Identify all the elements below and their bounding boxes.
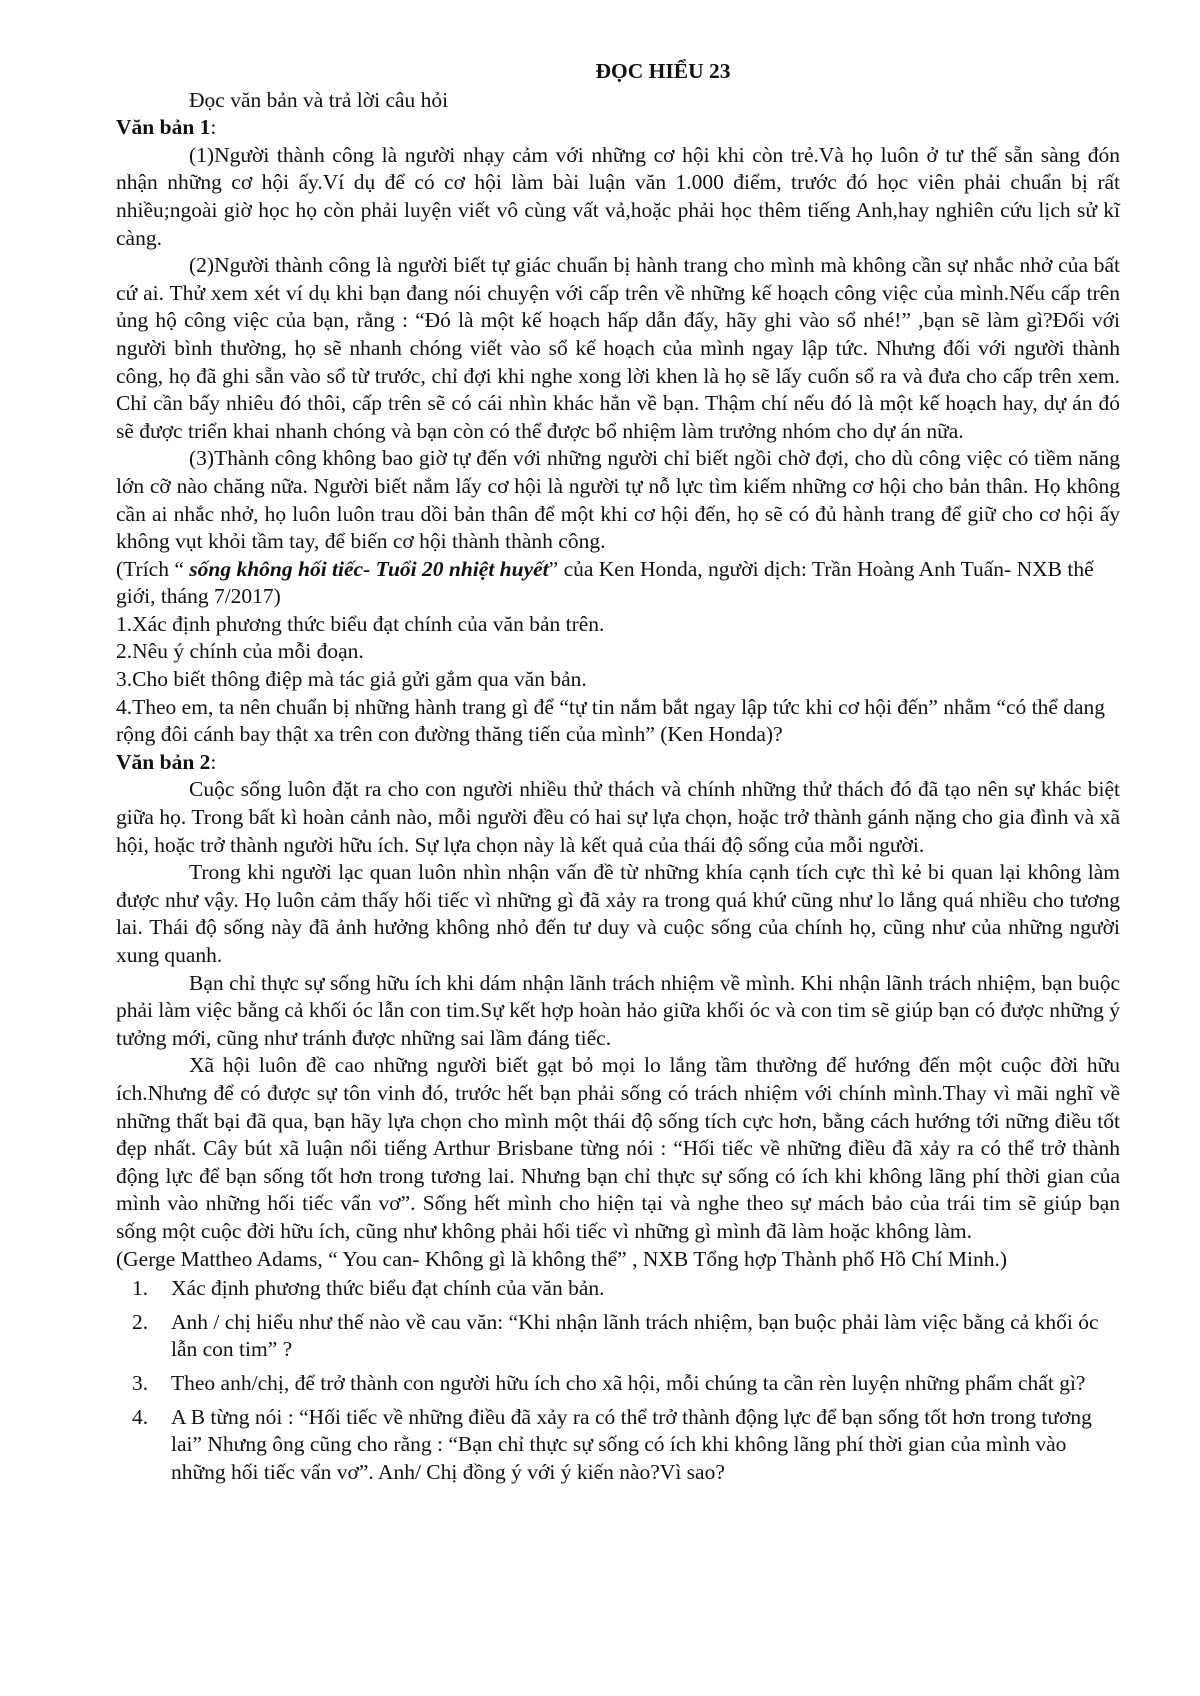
text2-question-2 [132, 1309, 1120, 1364]
text1-source [116, 556, 1120, 611]
question-text: A B từng nói : “Hối tiếc về những điều đã xảy ra có thể trở thành động lực để bạn sống tốt hơn trong tương lai” Nhưng ông cũng cho rằng : “Bạn chỉ thực sự sống có ích khi không lãng phí thời gian của mình vào những hối tiếc vẩn vơ”. Anh/ Chị đồng ý với ý kiến nào?Vì sao? [171, 1404, 1092, 1484]
text1-source-prefix: (Trích “ [116, 556, 190, 581]
text1-question-3: 3.Cho biết thông điệp mà tác giả gửi gắm qua văn bản. [116, 667, 587, 692]
text2-question-1 [132, 1275, 1120, 1303]
text1-heading-colon: : [210, 115, 217, 140]
text2-paragraph-3: Bạn chỉ thực sự sống hữu ích khi dám nhận lãnh trách nhiệm về mình. Khi nhận lãnh trách nhiệm, bạn buộc phải làm việc bằng cả khối óc lẫn con tim.Sự kết hợp hoàn hảo giữa khối óc và con tim sẽ giúp bạn có được những ý tưởng mới, cũng như tránh được những sai lầm đáng tiếc. [116, 970, 1120, 1050]
text1-paragraph-2: (2)Người thành công là người biết tự giác chuẩn bị hành trang cho mình mà không cần sự nhắc nhở của bất cứ ai. Thử xem xét ví dụ khi bạn đang nói chuyện với cấp trên về những kế hoạch công việc của mình.Nếu cấp trên ủng hộ công việc của bạn, rằng : “Đó là một kế hoạch hấp dẫn đấy, hãy ghi vào sổ nhé!” ,bạn sẽ làm gì?Đối với người bình thường, họ sẽ nhanh chóng viết vào sổ kế hoạch của mình ngay lập tức. Nhưng đối với người thành công, họ đã ghi sẵn vào sổ từ trước, chỉ đợi khi nghe xong lời khen là họ sẽ lấy cuốn sổ ra và đưa cho cấp trên xem. Chỉ cần bấy nhiêu đó thôi, cấp trên sẽ có cái nhìn khác hẳn về bạn. Thậm chí nếu đó là một kế hoạch hay, dự án đó sẽ được triển khai nhanh chóng và bạn còn có thể được bổ nhiệm làm trưởng nhóm cho dự án nữa. [116, 253, 1120, 443]
text1-question-1: 1.Xác định phương thức biểu đạt chính của văn bản trên. [116, 611, 605, 636]
text2-paragraph-1: Cuộc sống luôn đặt ra cho con người nhiều thử thách và chính những thử thách đó đã tạo nên sự khác biệt giữa họ. Trong bất kì hoàn cảnh nào, mỗi người đều có hai sự lựa chọn, hoặc trở thành gánh nặng cho gia đình và xã hội, hoặc trở thành người hữu ích. Sự lựa chọn này là kết quả của thái độ sống của mỗi người. [116, 777, 1120, 857]
text2-source: (Gerge Mattheo Adams, “ You can- Không gì là không thể” , NXB Tổng hợp Thành phố Hồ Chí Minh.) [116, 1246, 1007, 1271]
instruction-line: Đọc văn bản và trả lời câu hỏi [189, 87, 449, 112]
text2-paragraph-2: Trong khi người lạc quan luôn nhìn nhận vấn đề từ những khía cạnh tích cực thì kẻ bi quan lại không làm được như vậy. Họ luôn cảm thấy hối tiếc vì những gì đã xảy ra trong quá khứ cũng như lo lắng quá nhiều cho tương lai. Thái độ sống này đã ảnh hưởng không nhỏ đến tư duy và cuộc sống của chính họ, cũng như của những người xung quanh. [116, 860, 1120, 967]
text2-heading-label: Văn bản 2 [116, 749, 211, 774]
text1-heading-label: Văn bản 1 [116, 115, 211, 140]
text1-question-2: 2.Nêu ý chính của mỗi đoạn. [116, 639, 364, 664]
question-number: 4. [132, 1404, 149, 1429]
question-text: Theo anh/chị, để trở thành con người hữu ích cho xã hội, mỗi chúng ta cần rèn luyện những phẩm chất gì? [171, 1370, 1086, 1395]
text2-heading [116, 749, 1120, 777]
question-number: 1. [132, 1276, 149, 1301]
text1-source-suffix: ” của Ken Honda, người dịch: Trần Hoàng Anh Tuấn- NXB thế giới, tháng 7/2017) [116, 556, 1094, 609]
text2-question-list [116, 1275, 1120, 1486]
text2-question-3 [132, 1370, 1120, 1398]
question-number: 3. [132, 1370, 149, 1395]
question-text: Anh / chị hiểu như thế nào về cau văn: “Khi nhận lãnh trách nhiệm, bạn buộc phải làm việc bằng cả khối óc lẫn con tim” ? [171, 1309, 1099, 1362]
text1-heading [116, 114, 1120, 142]
text2-question-4 [132, 1404, 1120, 1487]
text1-paragraph-1: (1)Người thành công là người nhạy cảm với những cơ hội khi còn trẻ.Và họ luôn ở tư thế sẵn sàng đón nhận những cơ hội ấy.Ví dụ để có cơ hội làm bài luận văn 1.000 điểm, trước đó học viên phải chuẩn bị rất nhiều;ngoài giờ học họ còn phải luyện viết vô cùng vất vả,hoặc phải học thêm tiếng Anh,hay nghiên cứu lịch sử kĩ càng. [116, 142, 1120, 250]
document-title: ĐỌC HIỂU 23 [595, 59, 731, 83]
text1-question-4: 4.Theo em, ta nên chuẩn bị những hành trang gì để “tự tin nắm bắt ngay lập tức khi cơ hội đến” nhằm “có thể dang rộng đôi cánh bay thật xa trên con đường thăng tiến của mình” (Ken Honda)? [116, 694, 1106, 747]
text2-heading-colon: : [210, 749, 217, 774]
text2-paragraph-4: Xã hội luôn đề cao những người biết gạt bỏ mọi lo lắng tầm thường để hướng đến một cuộc đời hữu ích.Nhưng để có được sự tôn vinh đó, trước hết bạn phải sống có trách nhiệm với chính mình.Thay vì mãi nghĩ về những thất bại đã qua, bạn hãy lựa chọn cho mình một thái độ sống tích cực hơn, bằng cách hướng tới nững điều tốt đẹp nhất. Cây bút xã luận nổi tiếng Arthur Brisbane từng nói : “Hối tiếc về những điều đã xảy ra có thể trở thành động lực để bạn sống tốt hơn trong tương lai. Nhưng bạn chỉ thực sự sống có ích khi không lãng phí thời gian của mình vào những hối tiếc vẩn vơ”. Sống hết mình cho hiện tại và nghe theo sự mách bảo của trái tim sẽ giúp bạn sống một cuộc đời hữu ích, cũng như không phải hối tiếc vì những gì mình đã làm hoặc không làm. [116, 1053, 1120, 1243]
text1-source-book: sống không hối tiếc- Tuổi 20 nhiệt huyết [189, 556, 549, 581]
question-text: Xác định phương thức biểu đạt chính của văn bản. [171, 1276, 605, 1301]
question-number: 2. [132, 1309, 149, 1334]
text1-paragraph-3: (3)Thành công không bao giờ tự đến với những người chỉ biết ngồi chờ đợi, cho dù công việc có tiềm năng lớn cỡ nào chăng nữa. Người biết nắm lấy cơ hội là người tự nỗ lực tìm kiếm những cơ hội cho bản thân. Họ không cần ai nhắc nhở, họ luôn luôn trau dồi bản thân để một khi cơ hội đến, họ sẽ có đủ hành trang để giữ cho cơ hội ấy không vụt khỏi tầm tay, để biến cơ hội thành thành công. [116, 446, 1120, 554]
